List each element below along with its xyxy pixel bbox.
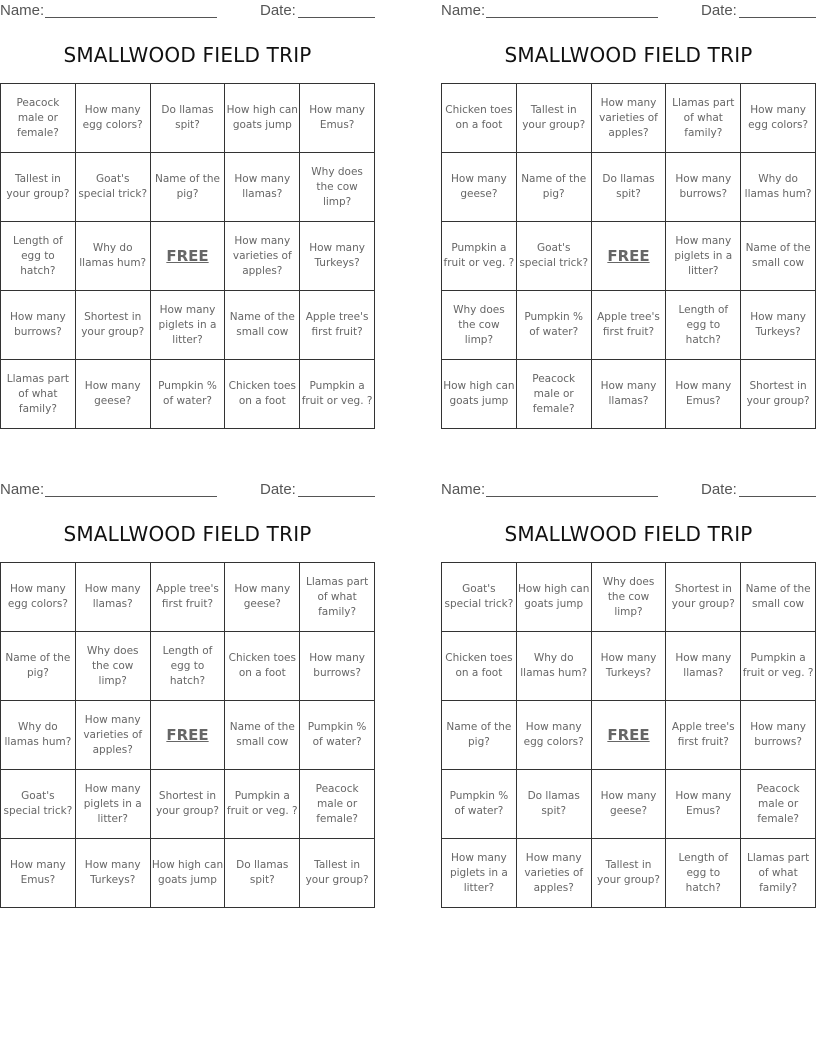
bingo-cell: Pumpkin a fruit or veg. ?	[300, 360, 375, 429]
bingo-cell: Peacock male or female?	[300, 770, 375, 839]
bingo-cell: Goat's special trick?	[516, 222, 591, 291]
card-header	[441, 481, 816, 499]
grid-row	[442, 701, 816, 770]
bingo-cell: Pumpkin a fruit or veg. ?	[225, 770, 300, 839]
grid-row	[442, 291, 816, 360]
grid-row	[1, 632, 375, 701]
bingo-cell: How many varieties of apples?	[225, 222, 300, 291]
date-label: Date:	[701, 481, 737, 498]
bingo-cell: Name of the pig?	[150, 153, 225, 222]
bingo-grid	[0, 562, 375, 908]
bingo-cell: How many egg colors?	[516, 701, 591, 770]
bingo-cell: How many burrows?	[1, 291, 76, 360]
name-field[interactable]	[45, 17, 217, 18]
bingo-grid	[441, 83, 816, 429]
grid-row	[1, 291, 375, 360]
name-label: Name:	[441, 2, 486, 19]
grid-row	[442, 770, 816, 839]
grid-row	[442, 563, 816, 632]
grid-row	[1, 360, 375, 429]
bingo-cell: How many Turkeys?	[300, 222, 375, 291]
bingo-cell: How many geese?	[591, 770, 666, 839]
bingo-cell: How many geese?	[442, 153, 517, 222]
bingo-cell: Why do llamas hum?	[75, 222, 150, 291]
name-field[interactable]	[486, 17, 658, 18]
bingo-cell: Goat's special trick?	[75, 153, 150, 222]
bingo-cell: Llamas part of what family?	[741, 839, 816, 908]
name-label: Name:	[441, 481, 486, 498]
bingo-cell: Pumpkin % of water?	[150, 360, 225, 429]
bingo-cell: How many piglets in a litter?	[75, 770, 150, 839]
bingo-cell: How many Turkeys?	[75, 839, 150, 908]
bingo-cell: Why does the cow limp?	[300, 153, 375, 222]
grid-row	[442, 222, 816, 291]
bingo-cell: Length of egg to hatch?	[666, 839, 741, 908]
bingo-cell: Goat's special trick?	[442, 563, 517, 632]
grid-row	[442, 632, 816, 701]
bingo-cell: How many egg colors?	[1, 563, 76, 632]
bingo-cell: How many burrows?	[666, 153, 741, 222]
bingo-cell: How many piglets in a litter?	[442, 839, 517, 908]
date-field[interactable]	[298, 17, 375, 18]
bingo-cell: Apple tree's first fruit?	[150, 563, 225, 632]
bingo-cell: How many piglets in a litter?	[150, 291, 225, 360]
card-title: SMALLWOOD FIELD TRIP	[504, 43, 753, 67]
bingo-cell: Name of the pig?	[1, 632, 76, 701]
grid-row	[1, 770, 375, 839]
bingo-grid	[0, 83, 375, 429]
bingo-cell: Shortest in your group?	[150, 770, 225, 839]
date-label: Date:	[260, 481, 296, 498]
bingo-cell: How many varieties of apples?	[516, 839, 591, 908]
bingo-cell: Do llamas spit?	[150, 84, 225, 153]
bingo-cell: Shortest in your group?	[75, 291, 150, 360]
bingo-cell: Why do llamas hum?	[741, 153, 816, 222]
bingo-cell: Tallest in your group?	[516, 84, 591, 153]
grid-row	[1, 153, 375, 222]
bingo-cell: Do llamas spit?	[516, 770, 591, 839]
bingo-cell: How many Turkeys?	[591, 632, 666, 701]
bingo-cell: How many Emus?	[666, 770, 741, 839]
bingo-cell: Do llamas spit?	[591, 153, 666, 222]
bingo-cell: Apple tree's first fruit?	[591, 291, 666, 360]
bingo-cell: Name of the pig?	[516, 153, 591, 222]
name-label: Name:	[0, 2, 45, 19]
date-field[interactable]	[298, 496, 375, 497]
bingo-grid	[441, 562, 816, 908]
bingo-cell: Pumpkin a fruit or veg. ?	[741, 632, 816, 701]
bingo-cell: Chicken toes on a foot	[442, 84, 517, 153]
date-label: Date:	[260, 2, 296, 19]
card-title: SMALLWOOD FIELD TRIP	[504, 522, 753, 546]
bingo-cell: Llamas part of what family?	[666, 84, 741, 153]
bingo-cell: Peacock male or female?	[741, 770, 816, 839]
bingo-cell: Chicken toes on a foot	[225, 360, 300, 429]
card-header	[0, 2, 375, 20]
grid-row	[1, 563, 375, 632]
bingo-cell: Apple tree's first fruit?	[666, 701, 741, 770]
bingo-cell: How high can goats jump	[442, 360, 517, 429]
bingo-cell: Shortest in your group?	[666, 563, 741, 632]
bingo-cell: Name of the small cow	[225, 291, 300, 360]
bingo-cell: How many llamas?	[75, 563, 150, 632]
bingo-cell: Why do llamas hum?	[516, 632, 591, 701]
bingo-cell: How many egg colors?	[741, 84, 816, 153]
card-title: SMALLWOOD FIELD TRIP	[63, 522, 312, 546]
grid-row	[1, 701, 375, 770]
bingo-cell: Name of the small cow	[225, 701, 300, 770]
card-title: SMALLWOOD FIELD TRIP	[63, 43, 312, 67]
bingo-cell: How many Emus?	[1, 839, 76, 908]
name-label: Name:	[0, 481, 45, 498]
bingo-cell: How many Emus?	[666, 360, 741, 429]
card-header	[441, 2, 816, 20]
bingo-cell: Tallest in your group?	[1, 153, 76, 222]
bingo-cell: Tallest in your group?	[591, 839, 666, 908]
free-space: FREE	[150, 701, 225, 770]
free-space: FREE	[591, 701, 666, 770]
bingo-cell: Shortest in your group?	[741, 360, 816, 429]
grid-row	[1, 839, 375, 908]
bingo-cell: Llamas part of what family?	[1, 360, 76, 429]
bingo-cell: Name of the small cow	[741, 563, 816, 632]
bingo-cell: How many geese?	[225, 563, 300, 632]
grid-row	[442, 839, 816, 908]
grid-row	[1, 84, 375, 153]
bingo-cell: How many llamas?	[225, 153, 300, 222]
bingo-cell: Length of egg to hatch?	[1, 222, 76, 291]
free-space: FREE	[591, 222, 666, 291]
bingo-cell: Apple tree's first fruit?	[300, 291, 375, 360]
date-label: Date:	[701, 2, 737, 19]
bingo-cell: Llamas part of what family?	[300, 563, 375, 632]
bingo-cell: How many varieties of apples?	[75, 701, 150, 770]
bingo-cell: Why does the cow limp?	[442, 291, 517, 360]
bingo-cell: How many geese?	[75, 360, 150, 429]
bingo-cell: Chicken toes on a foot	[225, 632, 300, 701]
grid-row	[1, 222, 375, 291]
bingo-cell: How many llamas?	[591, 360, 666, 429]
bingo-cell: Name of the small cow	[741, 222, 816, 291]
bingo-cell: Pumpkin % of water?	[516, 291, 591, 360]
bingo-cell: Length of egg to hatch?	[666, 291, 741, 360]
bingo-cell: How many burrows?	[741, 701, 816, 770]
date-field[interactable]	[739, 496, 816, 497]
bingo-cell: Why does the cow limp?	[591, 563, 666, 632]
bingo-cell: How many Turkeys?	[741, 291, 816, 360]
grid-row	[442, 153, 816, 222]
bingo-cell: Why does the cow limp?	[75, 632, 150, 701]
bingo-cell: Tallest in your group?	[300, 839, 375, 908]
bingo-cell: Goat's special trick?	[1, 770, 76, 839]
grid-row	[442, 360, 816, 429]
bingo-cell: Peacock male or female?	[516, 360, 591, 429]
bingo-cell: How many egg colors?	[75, 84, 150, 153]
bingo-cell: Name of the pig?	[442, 701, 517, 770]
bingo-cell: How many llamas?	[666, 632, 741, 701]
name-field[interactable]	[486, 496, 658, 497]
bingo-cell: Length of egg to hatch?	[150, 632, 225, 701]
bingo-cell: Pumpkin % of water?	[442, 770, 517, 839]
bingo-cell: Chicken toes on a foot	[442, 632, 517, 701]
bingo-cell: How many piglets in a litter?	[666, 222, 741, 291]
bingo-cell: Do llamas spit?	[225, 839, 300, 908]
free-space: FREE	[150, 222, 225, 291]
bingo-cell: How many burrows?	[300, 632, 375, 701]
bingo-cell: How many Emus?	[300, 84, 375, 153]
grid-row	[442, 84, 816, 153]
bingo-cell: How many varieties of apples?	[591, 84, 666, 153]
bingo-cell: Why do llamas hum?	[1, 701, 76, 770]
bingo-cell: How high can goats jump	[516, 563, 591, 632]
bingo-cell: Pumpkin % of water?	[300, 701, 375, 770]
date-field[interactable]	[739, 17, 816, 18]
name-field[interactable]	[45, 496, 217, 497]
bingo-cell: How high can goats jump	[225, 84, 300, 153]
bingo-cell: Pumpkin a fruit or veg. ?	[442, 222, 517, 291]
bingo-cell: How high can goats jump	[150, 839, 225, 908]
bingo-cell: Peacock male or female?	[1, 84, 76, 153]
card-header	[0, 481, 375, 499]
